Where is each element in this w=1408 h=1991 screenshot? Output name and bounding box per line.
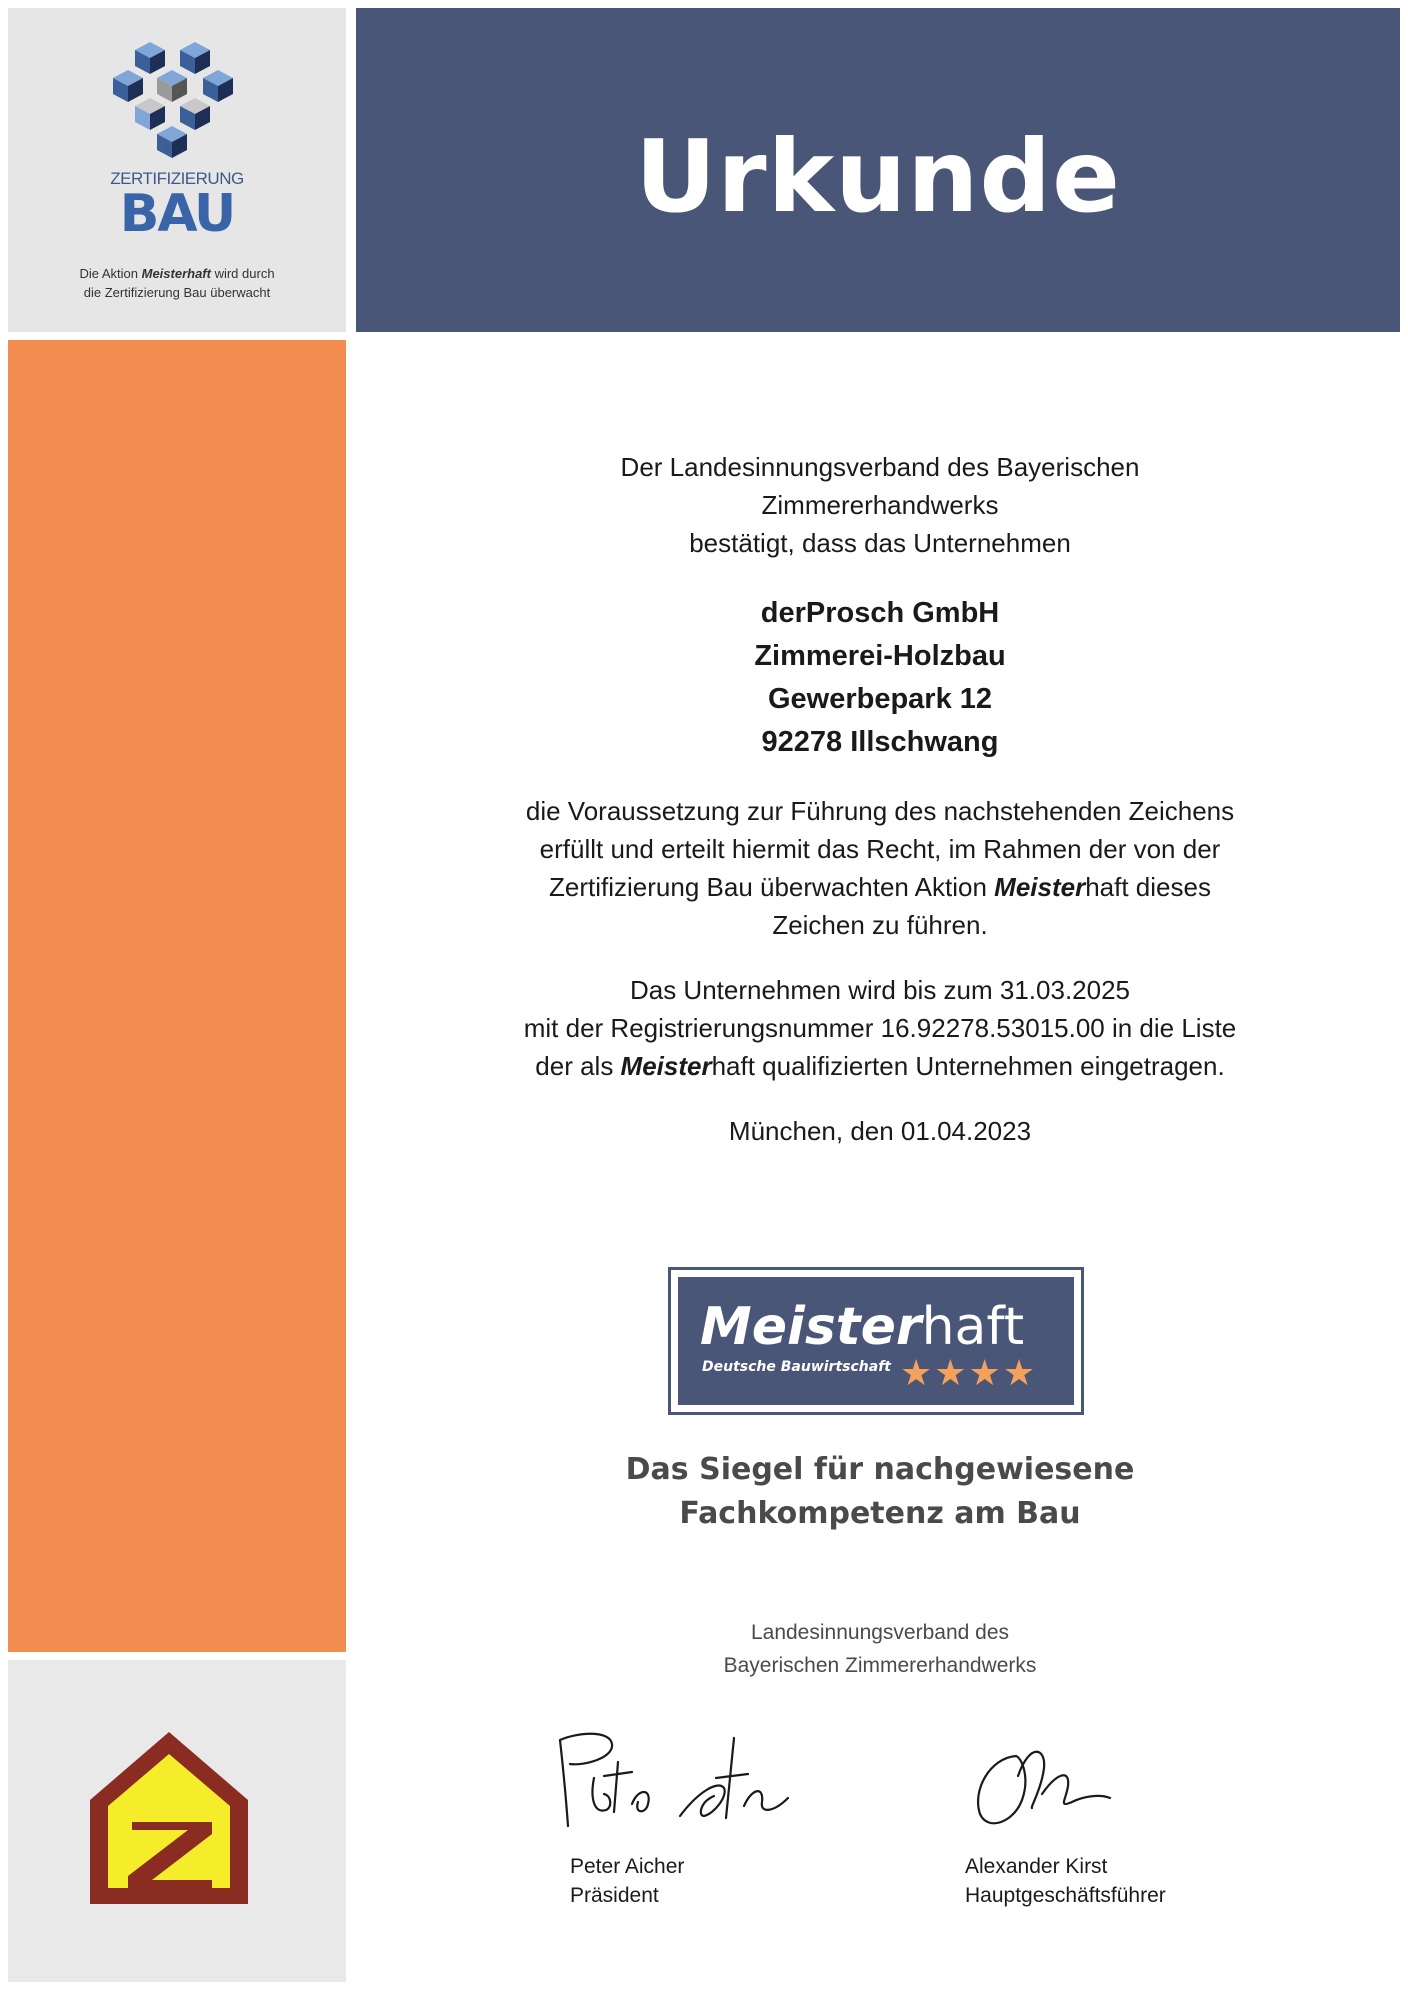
seal-title-bold: Meister bbox=[700, 1297, 922, 1357]
org-line: Bayerischen Zimmererhandwerks bbox=[723, 1654, 1037, 1677]
intro-line: Der Landesinnungsverband des Bayerischen bbox=[620, 452, 1140, 482]
paragraph-text: der als bbox=[535, 1051, 621, 1081]
paragraph-line: Das Unternehmen wird bis zum 31.03.2025 bbox=[629, 975, 1131, 1005]
meisterhaft-emphasis: Meister bbox=[994, 872, 1086, 902]
meisterhaft-seal bbox=[668, 1267, 1084, 1415]
seal-title-rest: haft bbox=[921, 1297, 1025, 1357]
paragraph-line bbox=[456, 1047, 1304, 1085]
zertifizierung-label: ZERTIFIZIERUNG bbox=[110, 169, 244, 188]
logo-note-em: Meisterhaft bbox=[141, 266, 211, 281]
paragraph-text: haft dieses bbox=[1085, 872, 1211, 902]
cube-logo-icon bbox=[105, 40, 245, 160]
place-date: München, den 01.04.2023 bbox=[728, 1116, 1032, 1146]
signer-role: Hauptgeschäftsführer bbox=[965, 1884, 1166, 1907]
registration-paragraph bbox=[456, 971, 1304, 1085]
company-name: derProsch GmbH bbox=[760, 597, 1000, 629]
tagline-line: Fachkompetenz am Bau bbox=[679, 1496, 1081, 1531]
star-rating-icon: ★★★★ bbox=[900, 1352, 1038, 1393]
logo-note-prefix: Die Aktion bbox=[79, 266, 142, 281]
authorization-paragraph bbox=[456, 792, 1304, 944]
signer-name: Alexander Kirst bbox=[965, 1855, 1108, 1878]
company-city: 92278 Illschwang bbox=[761, 726, 999, 758]
signer-name: Peter Aicher bbox=[570, 1855, 685, 1878]
orange-band bbox=[8, 340, 346, 1652]
page-title: Urkunde bbox=[635, 118, 1121, 235]
tagline-line: Das Siegel für nachgewiesene bbox=[625, 1452, 1135, 1487]
seal-inner bbox=[678, 1277, 1074, 1405]
intro-text bbox=[456, 448, 1304, 562]
seal-tagline bbox=[456, 1448, 1304, 1536]
zimmerer-house-logo-icon bbox=[88, 1730, 250, 1906]
meisterhaft-emphasis: Meister bbox=[620, 1051, 712, 1081]
paragraph-line: mit der Registrierungsnummer 16.92278.53015.00 in die Liste bbox=[523, 1013, 1237, 1043]
signer-block bbox=[570, 1852, 684, 1910]
bau-label: BAU bbox=[119, 184, 235, 244]
intro-line: bestätigt, dass das Unternehmen bbox=[689, 528, 1071, 558]
logo-note-suffix: wird durch bbox=[210, 266, 275, 281]
signer-block bbox=[965, 1852, 1166, 1910]
paragraph-line: Zeichen zu führen. bbox=[772, 910, 988, 940]
company-trade: Zimmerei-Holzbau bbox=[754, 640, 1006, 672]
seal-title bbox=[700, 1299, 1024, 1355]
paragraph-line bbox=[456, 868, 1304, 906]
signature-alexander-kirst bbox=[960, 1728, 1130, 1838]
paragraph-text: haft qualifizierten Unternehmen eingetragen. bbox=[711, 1051, 1225, 1081]
seal-subtitle: Deutsche Bauwirtschaft bbox=[702, 1359, 891, 1375]
paragraph-line: die Voraussetzung zur Führung des nachstehenden Zeichens bbox=[525, 796, 1235, 826]
header-banner bbox=[356, 8, 1400, 332]
paragraph-text: Zertifizierung Bau überwachten Aktion bbox=[549, 872, 995, 902]
organization-footer bbox=[456, 1616, 1304, 1682]
logo-note bbox=[8, 264, 346, 302]
company-street: Gewerbepark 12 bbox=[767, 683, 993, 715]
signer-role: Präsident bbox=[570, 1884, 659, 1907]
signature-peter-aicher bbox=[548, 1718, 818, 1838]
org-line: Landesinnungsverband des bbox=[750, 1621, 1010, 1644]
logo-note-line2: die Zertifizierung Bau überwacht bbox=[83, 285, 271, 300]
intro-line: Zimmererhandwerks bbox=[761, 490, 999, 520]
paragraph-line: erfüllt und erteilt hiermit das Recht, im Rahmen der von der bbox=[539, 834, 1221, 864]
company-block bbox=[456, 592, 1304, 764]
